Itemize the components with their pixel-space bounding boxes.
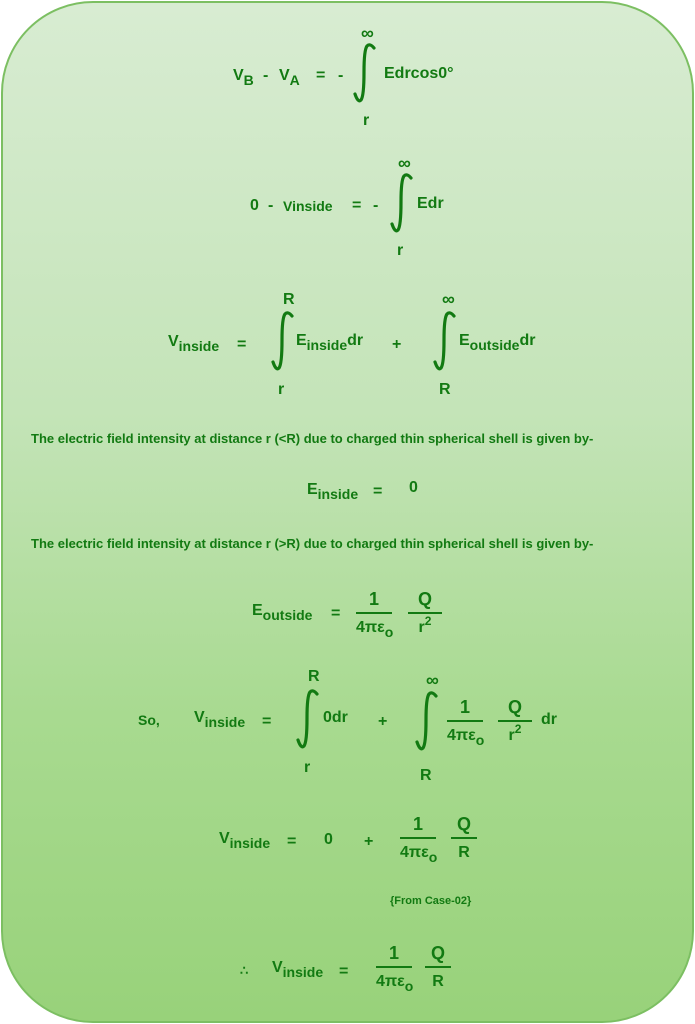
eq5-equals: =: [331, 605, 341, 622]
eq3-int2-lower: R: [439, 381, 451, 398]
eq3-vinside: Vinside: [168, 333, 220, 354]
eq2-integrand: Edr: [417, 195, 444, 212]
eq2-upper-limit: ∞: [398, 153, 411, 173]
eq6-fraction-2: Q $r^2$: [498, 698, 532, 744]
eq7-fraction-2: Q R: [451, 815, 477, 861]
eq8-equals: =: [339, 963, 349, 980]
eq1-minus: -: [263, 67, 269, 84]
eq3-int1-upper: R: [283, 291, 295, 308]
eq6-int2-lower: R: [420, 767, 432, 784]
eq8-vinside: Vinside: [272, 959, 324, 980]
eq6-int1-lower: r: [304, 759, 311, 776]
eq3-int1-lower: r: [278, 381, 285, 398]
eq2-zero: 0: [250, 197, 259, 214]
eq3-equals: =: [237, 336, 247, 353]
eq5-fraction-1: 1 4πεo: [356, 589, 394, 640]
therefore-icon: ∴: [240, 963, 249, 978]
eq1-lower-limit: r: [363, 112, 370, 129]
eq3-plus: +: [392, 336, 402, 353]
eq6-int2-upper: ∞: [426, 670, 439, 690]
eq4-einside: Einside: [307, 481, 359, 502]
eq7-equals: =: [287, 833, 297, 850]
eq6-int1-upper: R: [308, 668, 320, 685]
eq1-equals: =: [316, 67, 326, 84]
eq1-neg: -: [338, 67, 344, 84]
eq7-note: {From Case-02}: [390, 895, 472, 907]
integral-sign-icon: [352, 42, 378, 104]
eq2-neg: -: [373, 197, 379, 214]
eq7-vinside: Vinside: [219, 830, 271, 851]
integral-sign-icon: [389, 172, 415, 234]
eq5-fraction-2: Q $r^2$: [408, 590, 442, 636]
integral-sign-icon: [295, 688, 321, 750]
eq8-fraction-2: Q R: [425, 944, 451, 990]
eq1-integrand: Edrcos0°: [384, 65, 454, 82]
eq8-fraction-1: 1 4πεo: [376, 943, 414, 994]
integral-sign-icon: [414, 690, 440, 752]
eq6-int1-body: 0dr: [323, 709, 348, 726]
eq7-zero: 0: [324, 831, 333, 848]
eq6-plus: +: [378, 713, 388, 730]
eq2-lower-limit: r: [397, 242, 404, 259]
eq4-equals: =: [373, 483, 383, 500]
eq6-dr: dr: [541, 711, 557, 728]
eq2-equals: =: [352, 197, 362, 214]
eq6-fraction-1: 1 4πεo: [447, 697, 485, 748]
eq6-vinside: Vinside: [194, 709, 246, 730]
integral-sign-icon: [432, 310, 458, 372]
eq3-int2-body: Eoutsidedr: [459, 332, 536, 353]
eq3-int1-body: Einsidedr: [296, 332, 364, 353]
derivation-card: [1, 1, 694, 1023]
eq1-upper-limit: ∞: [361, 23, 374, 43]
explanation-outside: The electric field intensity at distance r (>R) due to charged thin spherical shell is given by-: [31, 536, 594, 551]
eq5-eoutside: Eoutside: [252, 602, 313, 623]
eq3-int2-upper: ∞: [442, 289, 455, 309]
eq4-value: 0: [409, 479, 418, 496]
eq7-fraction-1: 1 4πεo: [400, 814, 438, 865]
eq1-lhs: VB: [233, 67, 254, 88]
eq7-plus: +: [364, 833, 374, 850]
eq6-equals: =: [262, 713, 272, 730]
integral-sign-icon: [270, 310, 296, 372]
eq1-va: VA: [279, 67, 300, 88]
eq2-vinside: Vinside: [283, 198, 333, 214]
explanation-inside: The electric field intensity at distance r (<R) due to charged thin spherical shell is given by-: [31, 431, 594, 446]
eq2-minus: -: [268, 197, 274, 214]
eq6-so: So,: [138, 712, 160, 728]
